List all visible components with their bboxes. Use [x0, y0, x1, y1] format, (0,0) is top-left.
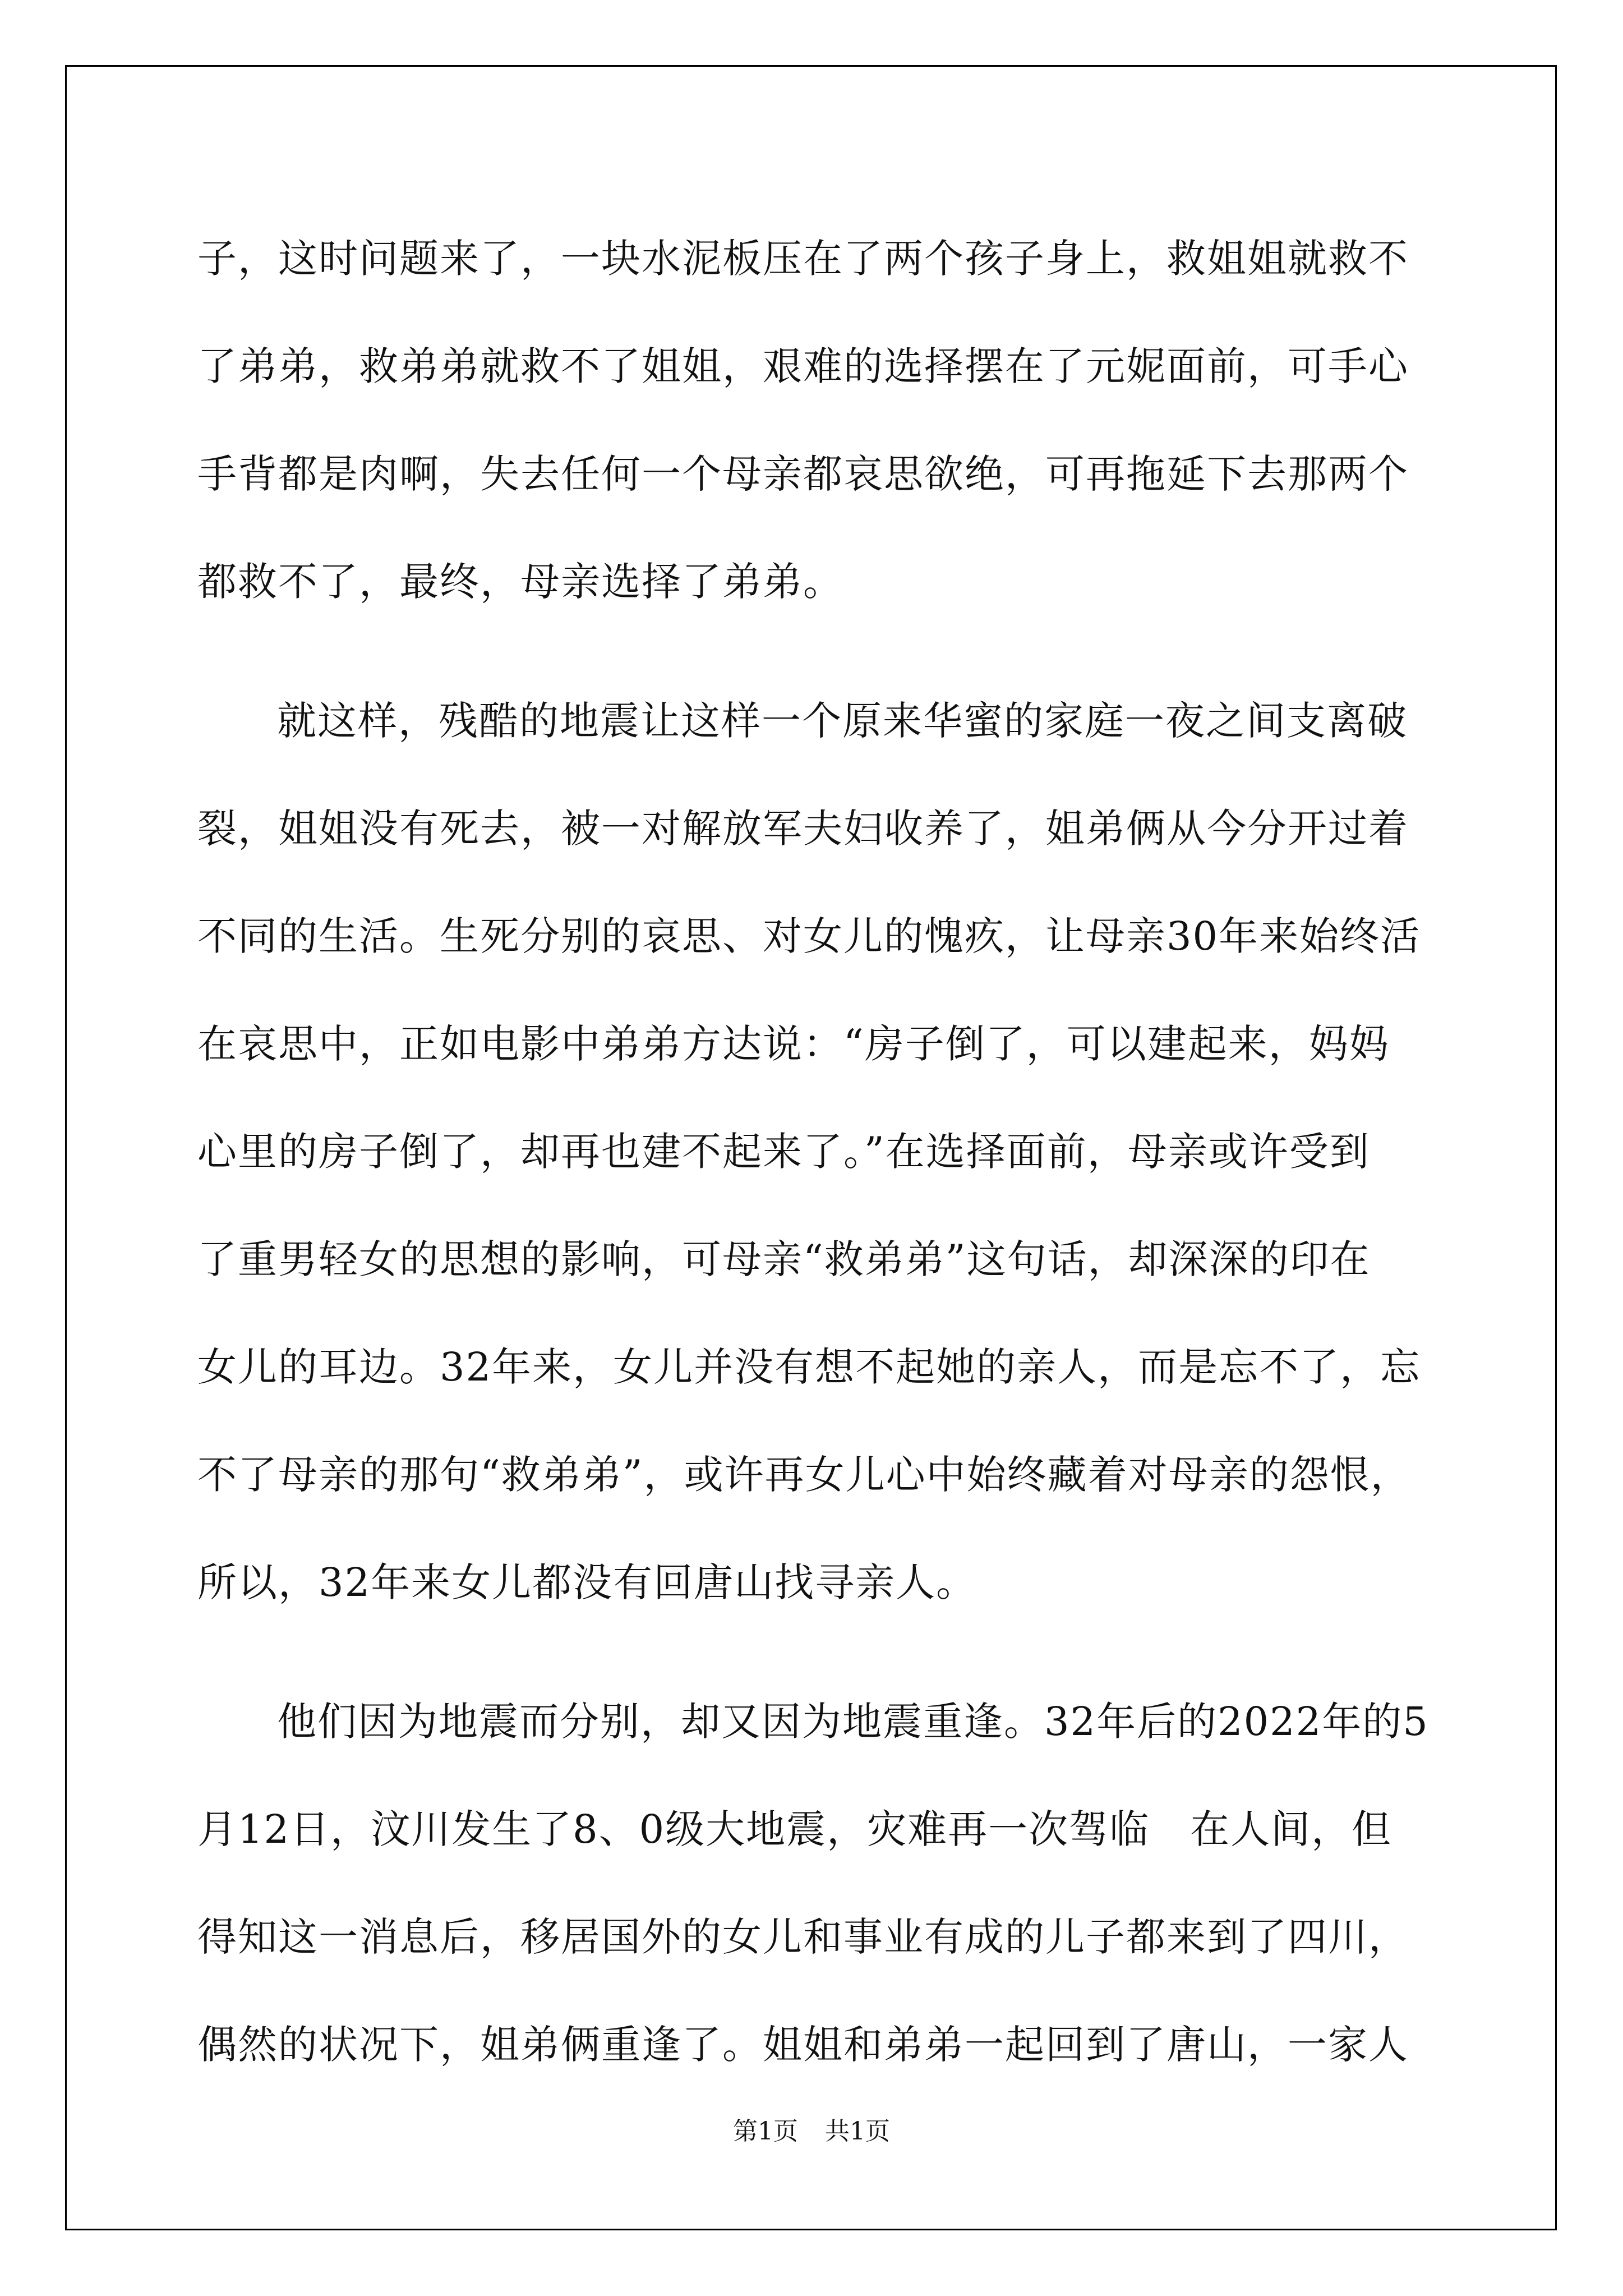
paragraph-gap — [197, 636, 1426, 667]
text-line: 他们因为地震而分别，却又因为地震重逢。32年后的2022年的5 — [277, 1699, 1429, 1745]
paragraph-3 — [197, 1668, 1429, 2099]
text-line: 在哀思中，正如电影中弟弟方达说：“房子倒了，可以建起来，妈妈 — [197, 1021, 1390, 1067]
paragraph-1 — [197, 205, 1426, 636]
page-footer — [0, 2115, 1623, 2148]
text-line: 手背都是肉啊，失去任何一个母亲都哀思欲绝，可再拖延下去那两个 — [197, 451, 1409, 497]
text-line: 不了母亲的那句“救弟弟”，或许再女儿心中始终藏着对母亲的怨恨， — [197, 1452, 1411, 1498]
text-line: 所以，32年来女儿都没有回唐山找寻亲人。 — [197, 1559, 977, 1605]
text-line: 都救不了，最终，母亲选择了弟弟。 — [197, 559, 843, 605]
page-number-total: 共1页 — [825, 2117, 890, 2146]
text-line: 心里的房子倒了，却再也建不起来了。”在选择面前，母亲或许受到 — [197, 1129, 1370, 1175]
text-line: 子，这时问题来了，一块水泥板压在了两个孩子身上，救姐姐就救不 — [197, 236, 1409, 282]
text-line: 裂，姐姐没有死去，被一对解放军夫妇收养了，姐弟俩从今分开过着 — [197, 806, 1409, 852]
paragraph-gap — [197, 1636, 1426, 1668]
document-body — [197, 205, 1429, 2099]
page-number-current: 第1页 — [733, 2117, 798, 2146]
text-line: 了重男轻女的思想的影响，可母亲“救弟弟”这句话，却深深的印在 — [197, 1236, 1371, 1282]
text-line: 得知这一消息后，移居国外的女儿和事业有成的儿子都来到了四川， — [197, 1914, 1409, 1960]
text-line: 女儿的耳边。32年来，女儿并没有想不起她的亲人，而是忘不了，忘 — [197, 1344, 1421, 1390]
text-line: 月12日，汶川发生了8、0级大地震，灾难再一次驾临 在人间，但 — [197, 1806, 1393, 1852]
paragraph-2 — [197, 667, 1426, 1636]
text-line: 不同的生活。生死分别的哀思、对女儿的愧疚，让母亲30年来始终活 — [197, 913, 1421, 959]
text-line: 就这样，残酷的地震让这样一个原来华蜜的家庭一夜之间支离破 — [277, 698, 1408, 744]
text-line: 了弟弟，救弟弟就救不了姐姐，艰难的选择摆在了元妮面前，可手心 — [197, 343, 1409, 389]
text-line: 偶然的状况下，姐弟俩重逢了。姐姐和弟弟一起回到了唐山，一家人 — [197, 2022, 1409, 2068]
